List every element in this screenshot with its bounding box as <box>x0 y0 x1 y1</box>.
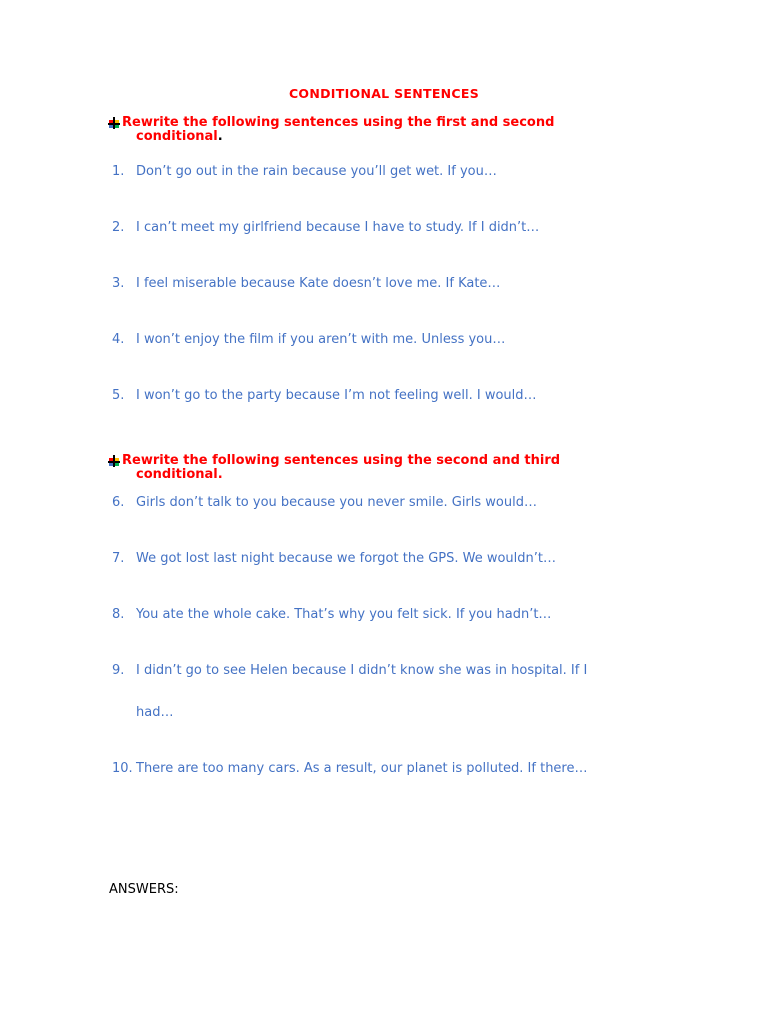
item-text: I feel miserable because Kate doesn’t love me. If Kate… <box>136 276 501 291</box>
item-number: 10. <box>112 761 133 776</box>
instruction-1 <box>108 116 578 144</box>
instruction-1-line2: conditional <box>136 129 218 144</box>
instruction-2-line2: conditional. <box>136 467 223 482</box>
item-number: 7. <box>112 551 125 566</box>
item-text: I didn’t go to see Helen because I didn’t know she was in hospital. If I <box>136 663 588 678</box>
item-number: 9. <box>112 663 125 678</box>
instruction-2 <box>108 454 578 482</box>
bullet-icon <box>108 117 120 129</box>
page-title: CONDITIONAL SENTENCES <box>288 86 480 101</box>
instruction-2-line1: Rewrite the following sentences using the second and third <box>122 453 561 468</box>
item-text-continued: had… <box>136 705 174 720</box>
answers-label: ANSWERS: <box>109 882 179 897</box>
item-number: 2. <box>112 220 125 235</box>
item-text: I won’t go to the party because I’m not feeling well. I would… <box>136 388 537 403</box>
item-text: I won’t enjoy the film if you aren’t with me. Unless you… <box>136 332 506 347</box>
item-text: Girls don’t talk to you because you never smile. Girls would… <box>136 495 537 510</box>
item-text: There are too many cars. As a result, our planet is polluted. If there… <box>136 761 588 776</box>
item-text: We got lost last night because we forgot the GPS. We wouldn’t… <box>136 551 557 566</box>
item-number: 8. <box>112 607 125 622</box>
item-text: Don’t go out in the rain because you’ll get wet. If you… <box>136 164 497 179</box>
item-number: 5. <box>112 388 125 403</box>
item-number: 6. <box>112 495 125 510</box>
instruction-1-line1: Rewrite the following sentences using the first and second <box>122 115 555 130</box>
bullet-icon <box>108 455 120 467</box>
item-text: I can’t meet my girlfriend because I have to study. If I didn’t… <box>136 220 540 235</box>
item-number: 1. <box>112 164 125 179</box>
item-number: 4. <box>112 332 125 347</box>
item-text: You ate the whole cake. That’s why you felt sick. If you hadn’t… <box>136 607 552 622</box>
item-number: 3. <box>112 276 125 291</box>
instruction-1-period: . <box>217 129 223 144</box>
